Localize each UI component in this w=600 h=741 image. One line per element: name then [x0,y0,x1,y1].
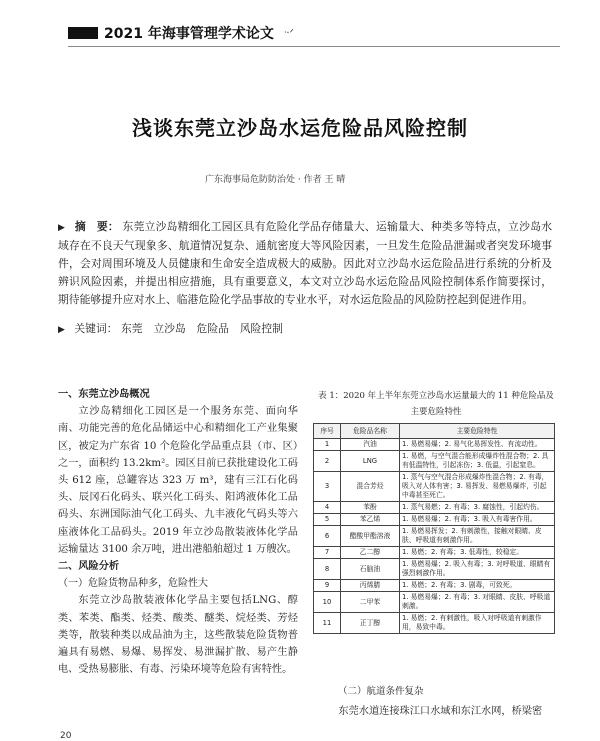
journal-title: 2021 年海事管理学术论文 [104,26,274,42]
table-header: 危险品名称 [341,424,400,439]
table-row [314,439,555,451]
row-index: 11 [314,613,341,634]
table-row [314,580,555,592]
hazard-traits: 1. 蒸气与空气混合形成爆炸性混合物；2. 有毒，吸入对人体有害；3. 易挥发、易燃易爆炸，引起中毒甚至死亡。 [400,472,555,502]
hazard-table [313,423,555,634]
row-index: 8 [314,559,341,580]
chemical-name: 丙烯腈 [341,580,400,592]
abstract [58,218,552,309]
keywords-text: 东莞 立沙岛 危险品 风险控制 [120,322,283,335]
keywords-label: 关键词： [74,322,118,335]
chemical-name: 二甲苯 [341,592,400,613]
hazard-traits: 1. 易燃；2. 有毒；3. 剧毒，可致死。 [400,580,555,592]
table-row [314,592,555,613]
triangle-icon: ▶ [58,223,66,233]
table-row [314,514,555,526]
chemical-name: 混合芳烃 [341,472,400,502]
paper-title: 浅谈东莞立沙岛水运危险品风险控制 [132,116,468,140]
section1-heading: 一、东莞立沙岛概况 [58,389,150,400]
page-number: 20 [60,731,72,741]
row-index: 2 [314,451,341,472]
header-bar [68,27,98,39]
chemical-name: 石脑油 [341,559,400,580]
row-index: 7 [314,547,341,559]
section2-text: 东莞立沙岛散装液体化学品主要包括LNG、醇类、苯类、酯类、烃类、酸类、醚类、烷烃类、芳烃类等，散装种类以成品油为主，这些散装危险货物普遍具有易燃、易爆、易挥发、易泄漏扩散、易产生静电、受热易膨胀、有毒、污染环境等危险有害特性。 [58,595,298,676]
section2b-subheading: （二）航道条件复杂 [338,686,424,697]
section1-text: 立沙岛精细化工园区是一个服务东莞、面向华南、功能完善的危化品储运中心和精细化工产业集聚区，被定为广东省 10 个危险化学品重点县（市、区）之一，面积约 13.2km²。园区目前已获批建设化工码头 612 座，总罐容达 323 万 m³，建有三江石化码头、辰冈石化码头、联兴化工码头、阳鸿液体化工品码头、东洲国际油气化工码头、九丰液化气码头等六座液体化工品码头。2019 年立沙岛散装液体化学品运输量达 3100 余万吨，进出港船舶超过 1 万艘次。 [58,406,298,555]
chemical-name: 汽油 [341,439,400,451]
row-index: 3 [314,472,341,502]
left-column [58,386,298,678]
row-index: 6 [314,526,341,547]
table-row [314,502,555,514]
hazard-traits: 1. 易燃易挥发；2. 有刺激性，接触对眼睛、皮肤、呼吸道有刺激作用。 [400,526,555,547]
hazard-traits: 1. 易燃，与空气混合能形成爆炸性混合物；2. 具有低温特性，引起冻伤；3. 低温，引起窒息。 [400,451,555,472]
table-row [314,472,555,502]
author-line: 广东海事局危防防治处 · 作者 王 晴 [205,175,346,185]
abstract-text: 东莞立沙岛精细化工园区具有危险化学品存储量大、运输量大、种类多等特点，立沙岛水域存在不良天气现象多、航道情况复杂、通航密度大等风险因素，一旦发生危险品泄漏或者突发环境事件，会对周围环境及人员健康和生命安全造成极大的威胁。因此对立沙岛水运危险品进行系统的分析及辨识风险因素，并提出相应措施，具有重要意义，本文对立沙岛水运危险品风险控制体系作简要探讨，期待能够提升应对水上、临港危险化学品事故的专业水平，对水运危险品的风险防控起到促进作用。 [58,220,553,306]
section2-subheading: （一）危险货物品种多，危险性大 [58,578,208,590]
keywords [58,320,552,339]
table-header: 主要危险特性 [400,424,555,439]
hazard-traits: 1. 易燃易爆；2. 有毒；3. 对眼睛、皮肤、呼吸道刺激。 [400,592,555,613]
chemical-name: 正丁醇 [341,613,400,634]
hazard-traits: 1. 易燃易爆；2. 有毒；3. 吸入有毒害作用。 [400,514,555,526]
section2-heading: 二、风险分析 [58,561,120,573]
hazard-traits: 1. 易燃易爆；2. 易气化易挥发性、有流动性。 [400,439,555,451]
row-index: 4 [314,502,341,514]
chemical-name: 乙二醇 [341,547,400,559]
row-index: 10 [314,592,341,613]
row-index: 9 [314,580,341,592]
row-index: 1 [314,439,341,451]
header-rule [68,46,560,47]
table-header: 序号 [314,424,341,439]
abstract-label: 摘 要： [74,220,119,233]
section2b-text: 东莞水道连接珠江口水域和东江水网，桥梁密 [338,706,543,717]
header-decoration: ᐧ·ᐟ [283,27,294,39]
table-row [314,547,555,559]
hazard-traits: 1. 易燃；2. 有刺激性，吸入对呼吸道有刺激作用，易致中毒。 [400,613,555,634]
chemical-name: LNG [341,451,400,472]
chemical-name: 醋酸甲酯溶液 [341,526,400,547]
row-index: 5 [314,514,341,526]
chemical-name: 苯乙烯 [341,514,400,526]
hazard-traits: 1. 易燃易爆；2. 吸入有毒；3. 对呼吸道、眼睛有强烈刺激作用。 [400,559,555,580]
chemical-name: 苯酚 [341,502,400,514]
table-caption: 表 1：2020 年上半年东莞立沙岛水运量最大的 11 种危险品及主要危险特性 [318,391,554,417]
journal-header [68,22,568,44]
table-row [314,451,555,472]
table-header-row [314,424,555,439]
table-row [314,526,555,547]
table-row [314,613,555,634]
hazard-traits: 1. 易燃；2. 有毒；3. 低毒性，较稳定。 [400,547,555,559]
hazard-traits: 1. 蒸气易燃；2. 有毒；3. 腐蚀性，引起灼伤。 [400,502,555,514]
triangle-icon: ▶ [58,325,65,335]
table-row [314,559,555,580]
